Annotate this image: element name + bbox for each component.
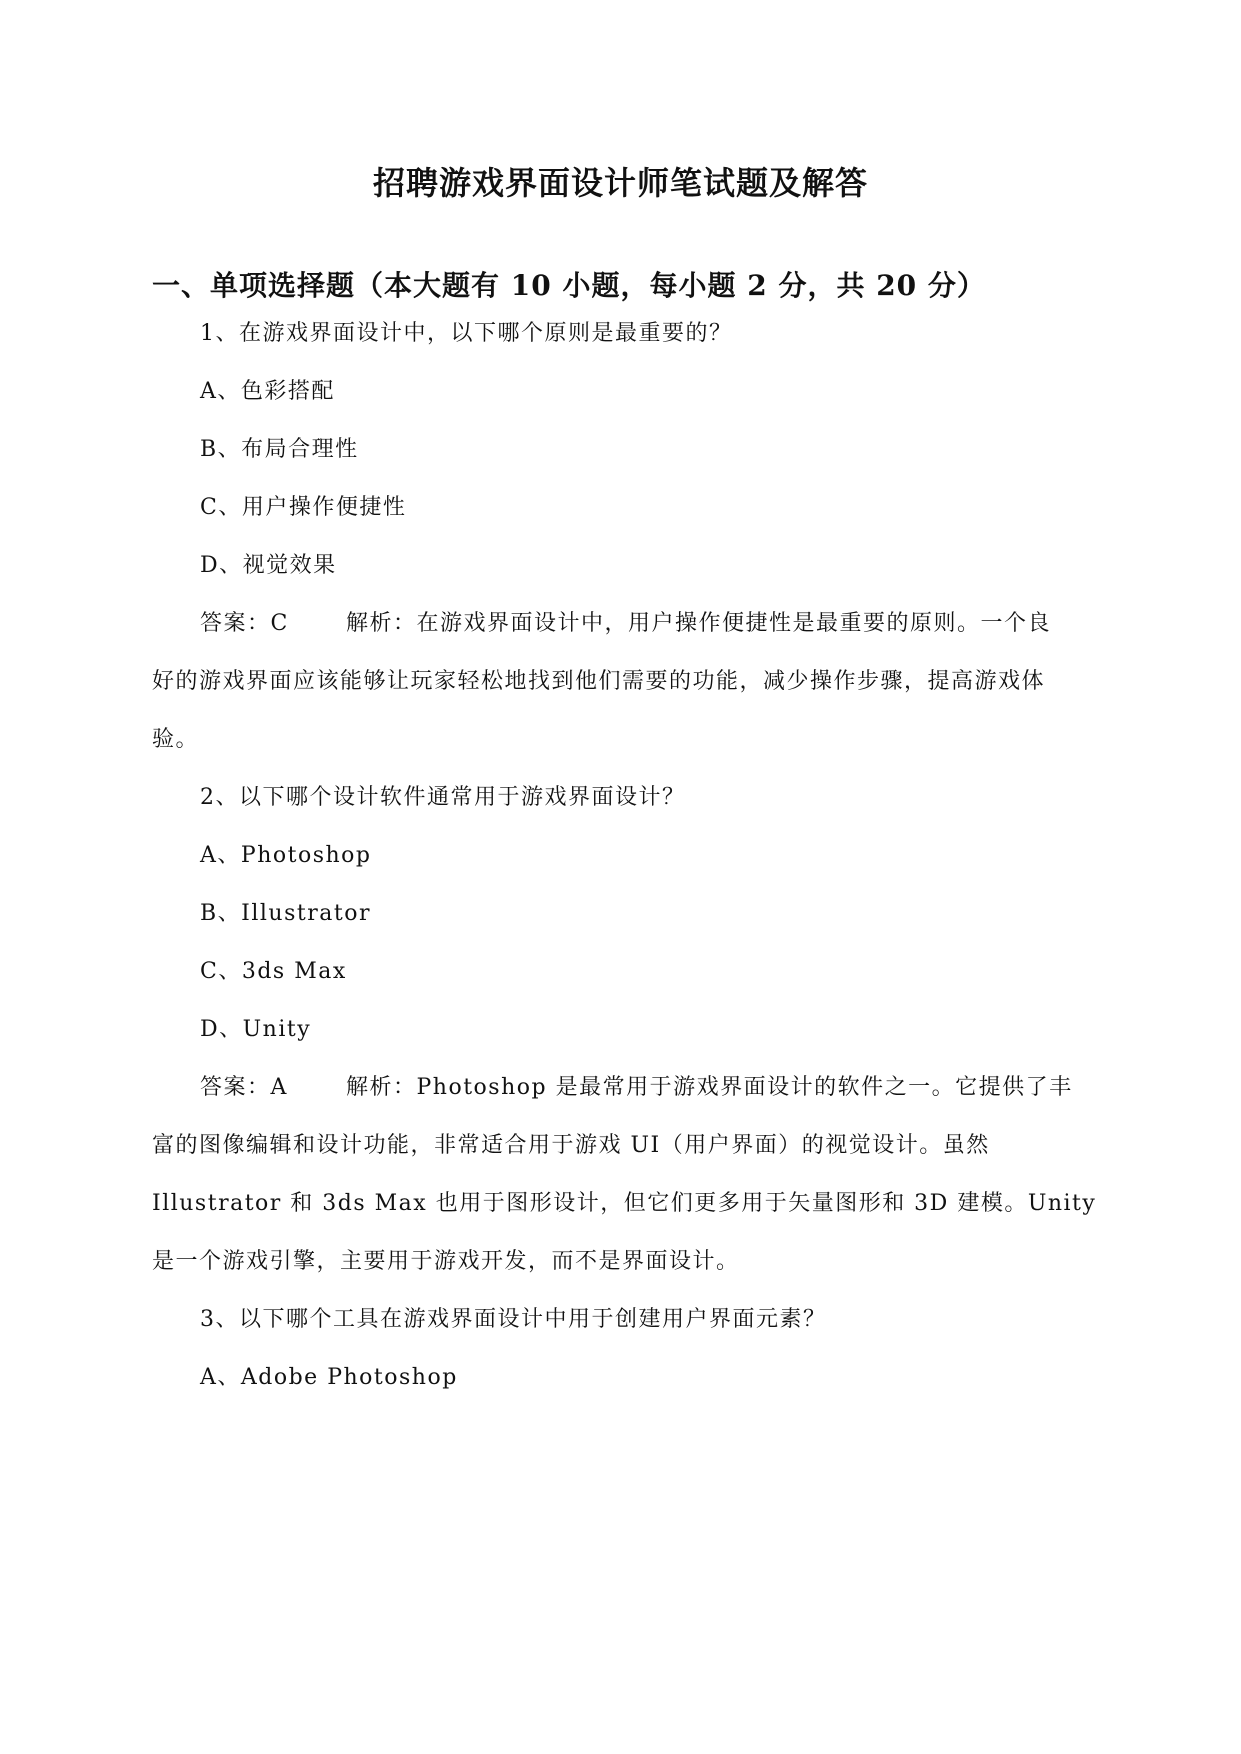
question-2-explanation-line: 是一个游戏引擎，主要用于游戏开发，而不是界面设计。 — [152, 1249, 740, 1274]
question-2-option-a: A、Photoshop — [200, 843, 372, 868]
section-heading: 一、单项选择题（本大题有 10 小题，每小题 2 分，共 20 分） — [152, 269, 986, 302]
question-2-stem: 2、以下哪个设计软件通常用于游戏界面设计？ — [200, 785, 686, 810]
question-3-option-a: A、Adobe Photoshop — [200, 1365, 458, 1390]
question-1-answer — [200, 606, 1051, 637]
question-1-option-a: A、色彩搭配 — [200, 379, 335, 404]
question-2-explanation-line: Illustrator 和 3ds Max 也用于图形设计，但它们更多用于矢量图形和 3D 建模。Unity — [152, 1191, 1097, 1216]
document-title: 招聘游戏界面设计师笔试题及解答 — [372, 164, 868, 202]
question-2-option-b: B、Illustrator — [200, 901, 371, 926]
question-1-option-d: D、视觉效果 — [200, 553, 337, 578]
explanation-text: 解析：Photoshop 是最常用于游戏界面设计的软件之一。它提供了丰 — [346, 1075, 1073, 1100]
question-2-option-c: C、3ds Max — [200, 959, 347, 984]
question-3-stem: 3、以下哪个工具在游戏界面设计中用于创建用户界面元素？ — [200, 1307, 827, 1332]
question-1-option-c: C、用户操作便捷性 — [200, 495, 407, 520]
question-2-explanation-line: 富的图像编辑和设计功能，非常适合用于游戏 UI（用户界面）的视觉设计。虽然 — [152, 1133, 990, 1158]
answer-label: 答案：C — [200, 611, 289, 636]
question-1-option-b: B、布局合理性 — [200, 437, 359, 462]
answer-label: 答案：A — [200, 1075, 288, 1100]
question-2-option-d: D、Unity — [200, 1017, 312, 1042]
question-2-answer — [200, 1070, 1073, 1101]
question-1-stem: 1、在游戏界面设计中，以下哪个原则是最重要的？ — [200, 321, 733, 346]
explanation-text: 解析：在游戏界面设计中，用户操作便捷性是最重要的原则。一个良 — [346, 611, 1052, 636]
question-1-explanation-line: 验。 — [152, 727, 200, 752]
question-1-explanation-line: 好的游戏界面应该能够让玩家轻松地找到他们需要的功能，减少操作步骤，提高游戏体 — [152, 669, 1046, 694]
